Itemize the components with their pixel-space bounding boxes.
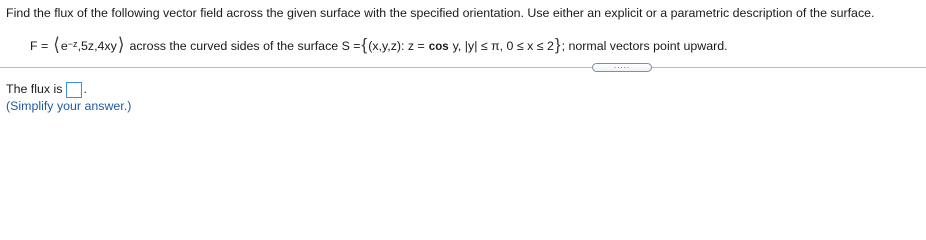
answer-period: . xyxy=(83,82,87,96)
field-label: F = xyxy=(30,39,49,53)
exp-exponent: −z xyxy=(67,39,78,49)
brace-open: { xyxy=(361,35,368,54)
problem-instruction: Find the flux of the following vector field across the given surface with the specified orientation. Use either an explicit or a parametric description of the surface. xyxy=(6,6,875,20)
angle-bracket-close: ⟩ xyxy=(117,34,125,55)
exp-base: e xyxy=(60,39,68,53)
field-components: ,5z,4xy xyxy=(77,39,117,53)
answer-line xyxy=(6,81,87,98)
answer-prefix: The flux is xyxy=(6,82,63,96)
surface-description: across the curved sides of the surface S = xyxy=(129,39,361,53)
brace-close: } xyxy=(554,35,561,54)
ellipsis-icon: ..... xyxy=(613,60,631,70)
cos-function: cos xyxy=(428,41,449,53)
set-variables: (x,y,z): z = xyxy=(368,39,425,53)
flux-answer-input[interactable] xyxy=(66,82,82,98)
angle-bracket-open: ⟨ xyxy=(53,34,60,55)
section-divider xyxy=(0,67,926,68)
simplify-hint: (Simplify your answer.) xyxy=(6,99,132,113)
expand-more-button[interactable] xyxy=(592,60,652,72)
set-conditions: y, |y| ≤ π, 0 ≤ x ≤ 2 xyxy=(452,39,554,53)
problem-formula xyxy=(30,35,728,57)
orientation-text: ; normal vectors point upward. xyxy=(561,39,728,53)
